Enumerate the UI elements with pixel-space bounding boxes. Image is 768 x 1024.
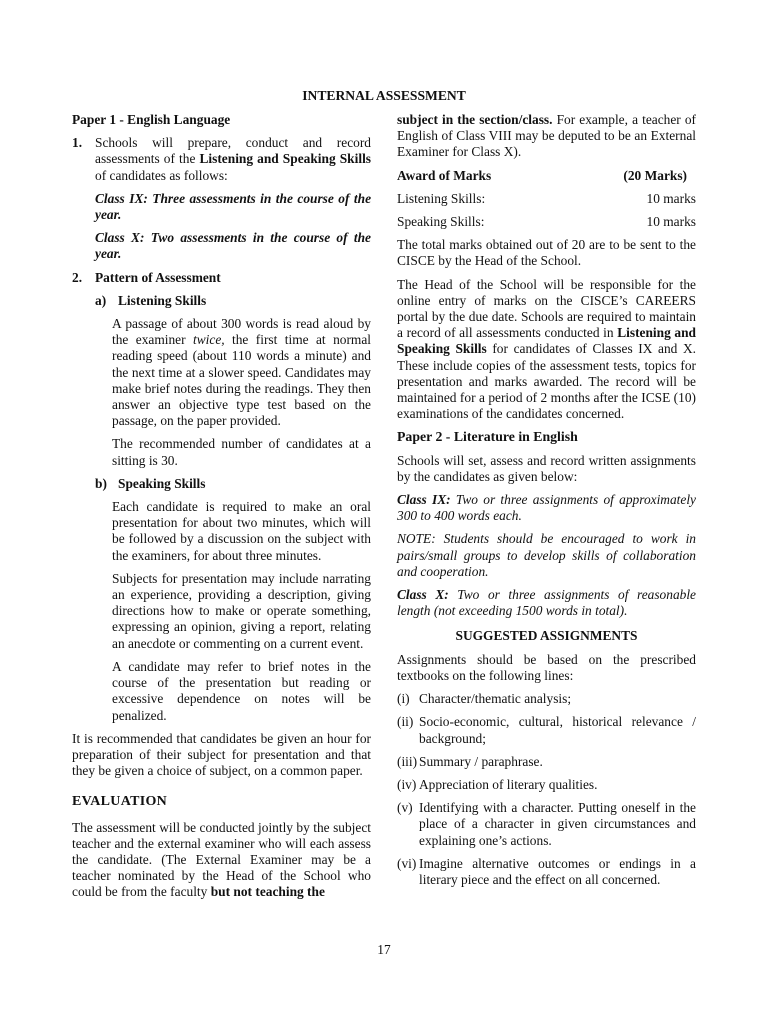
right-column [397, 112, 696, 895]
class10-label: Class X: [95, 230, 145, 246]
suggested-intro: Assignments should be based on the prescribed textbooks on the following lines: [397, 651, 696, 683]
speaking-heading: Speaking Skills [118, 475, 206, 491]
paper2-class9-text: Two or three assignments of approximately 300 to 400 words each. [397, 492, 696, 524]
class10-schedule [95, 230, 371, 262]
assignment-number: (iv) [397, 776, 417, 792]
assignment-number: (ii) [397, 714, 414, 730]
class9-schedule [95, 191, 371, 223]
total-marks-paragraph: The total marks obtained out of 20 are to be sent to the CISCE by the Head of the School. [397, 237, 696, 269]
head-text-a: The Head of the School will be responsible for the online entry of marks on the CISCE’s CAREERS portal by the due date. Schools are required to maintain a record of all assessments conducted in [397, 276, 696, 341]
paper2-class10-text: Two or three assignments of reasonable length (not exceeding 1500 words in total). [397, 587, 697, 619]
speaking-paragraph-3: A candidate may refer to brief notes in the course of the presentation but reading or excessive dependence on notes will be penalized. [112, 658, 371, 723]
paper1-heading: Paper 1 - English Language [72, 112, 231, 127]
assignment-item [397, 800, 696, 849]
continuation-bold: subject in the section/class. [397, 112, 553, 127]
assignment-text: Appreciation of literary qualities. [419, 776, 598, 792]
award-heading: Award of Marks [397, 167, 492, 183]
item-2-number: 2. [72, 269, 83, 285]
head-responsibility-paragraph [397, 277, 696, 423]
speaking-marks-value: 10 marks [646, 214, 696, 230]
assignment-text: Summary / paraphrase. [419, 753, 543, 769]
assignment-item [397, 777, 696, 793]
listening-marks-row [397, 191, 696, 207]
speaking-marks-label: Speaking Skills: [397, 214, 485, 230]
item-1-number: 1. [72, 135, 83, 151]
assignment-text: Character/thematic analysis; [419, 691, 572, 707]
evaluation-paragraph [72, 820, 371, 901]
assignment-number: (iii) [397, 753, 418, 769]
listening-paragraph-2: The recommended number of candidates at a sitting is 30. [112, 436, 371, 468]
paper2-class10-label: Class X: [397, 587, 449, 603]
item-1-text-b: of candidates as follows: [95, 167, 228, 183]
class10-text: Two assessments in the course of the year. [95, 230, 371, 262]
assignment-number: (v) [397, 800, 413, 816]
paper2-class9 [397, 492, 696, 524]
evaluation-bold: but not teaching the [210, 884, 325, 900]
listening-paragraph-1 [112, 316, 371, 429]
speaking-marks-row [397, 214, 696, 230]
item-2-heading: Pattern of Assessment [95, 269, 221, 285]
award-total: (20 Marks) [623, 167, 687, 183]
page-number: 17 [377, 942, 391, 957]
assignment-text: Socio-economic, cultural, historical relevance / background; [419, 714, 696, 746]
head-text-b: for candidates of Classes IX and X. These include copies of the assessment tests, topics for presentation and marks awarded. The record will be maintained for a period of 2 months after the ICSE (10) examinations of the candidates concerned. [397, 341, 696, 422]
evaluation-heading: EVALUATION [72, 794, 168, 810]
item-1-text [95, 135, 371, 184]
assignment-item [397, 714, 696, 746]
assignment-text: Identifying with a character. Putting oneself in the place of a character in given circumstances and explaining one’s actions. [419, 800, 696, 848]
award-heading-row [397, 168, 696, 184]
item-1 [72, 135, 371, 184]
listening-marks-label: Listening Skills: [397, 190, 486, 206]
speaking-heading-row [95, 476, 371, 492]
suggested-heading: SUGGESTED ASSIGNMENTS [455, 628, 638, 644]
assignment-number: (vi) [397, 855, 417, 871]
paper2-heading: Paper 2 - Literature in English [397, 429, 578, 445]
evaluation-text: The assessment will be conducted jointly by the subject teacher and the external examiner who will each assess the candidate. (The External Examiner may be a teacher nominated by the Head of the School who could be from the faculty [72, 819, 371, 900]
assignment-item [397, 691, 696, 707]
speaking-letter: b) [95, 475, 107, 491]
speaking-paragraph-1: Each candidate is required to make an oral presentation for about two minutes, which will be followed by a discussion on the subject with the examiners, for about three minutes. [112, 499, 371, 563]
item-1-bold: Listening and Speaking Skills [199, 151, 371, 167]
speaking-paragraph-2: Subjects for presentation may include narrating an experience, providing a description, giving directions how to make or operate something, expressing an opinion, giving a report, relating an anecdote or commenting on a current event. [112, 570, 371, 651]
continuation-text: For example, a teacher of English of Class VIII may be deputed to be an External Examiner for Class X). [397, 112, 696, 160]
class9-text: Three assessments in the course of the year. [95, 190, 372, 223]
assignment-item [397, 754, 696, 770]
paper2-class10 [397, 587, 696, 619]
assignment-list [397, 691, 696, 888]
listening-p1-em: twice, [193, 332, 225, 348]
recommend-paragraph: It is recommended that candidates be given an hour for preparation of their subject for presentation and that they be given a choice of subject, on a common paper. [72, 730, 371, 779]
listening-p1-a: A passage of about 300 words is read aloud by the examiner [112, 316, 371, 348]
continuation-paragraph [397, 112, 696, 161]
item-1-text-a: Schools will prepare, conduct and record assessments of the [95, 135, 371, 167]
listening-p1-b: the first time at normal reading speed (about 110 words a minute) and the next time at a slower speed. Candidates may make brief notes during the readings. They then answer an objective type test based on the passage, on the paper provided. [112, 332, 371, 429]
assignment-number: (i) [397, 691, 410, 707]
listening-heading-row [95, 293, 371, 309]
listening-letter: a) [95, 292, 107, 308]
listening-heading: Listening Skills [118, 292, 207, 308]
paper2-note: NOTE: Students should be encouraged to work in pairs/small groups to develop skills of collaboration and cooperation. [397, 531, 696, 579]
paper2-paragraph: Schools will set, assess and record written assignments by the candidates as given below: [397, 452, 696, 484]
listening-marks-value: 10 marks [646, 190, 696, 206]
assignment-text: Imagine alternative outcomes or endings in a literary piece and the effect on all concerned. [419, 855, 696, 887]
class9-label: Class IX: [95, 190, 148, 206]
left-column [72, 112, 371, 901]
item-2 [72, 270, 371, 286]
assignment-item [397, 856, 696, 888]
head-bold: Listening and Speaking Skills [397, 325, 696, 357]
paper2-class9-label: Class IX: [397, 492, 451, 508]
page-title: INTERNAL ASSESSMENT [302, 88, 466, 103]
